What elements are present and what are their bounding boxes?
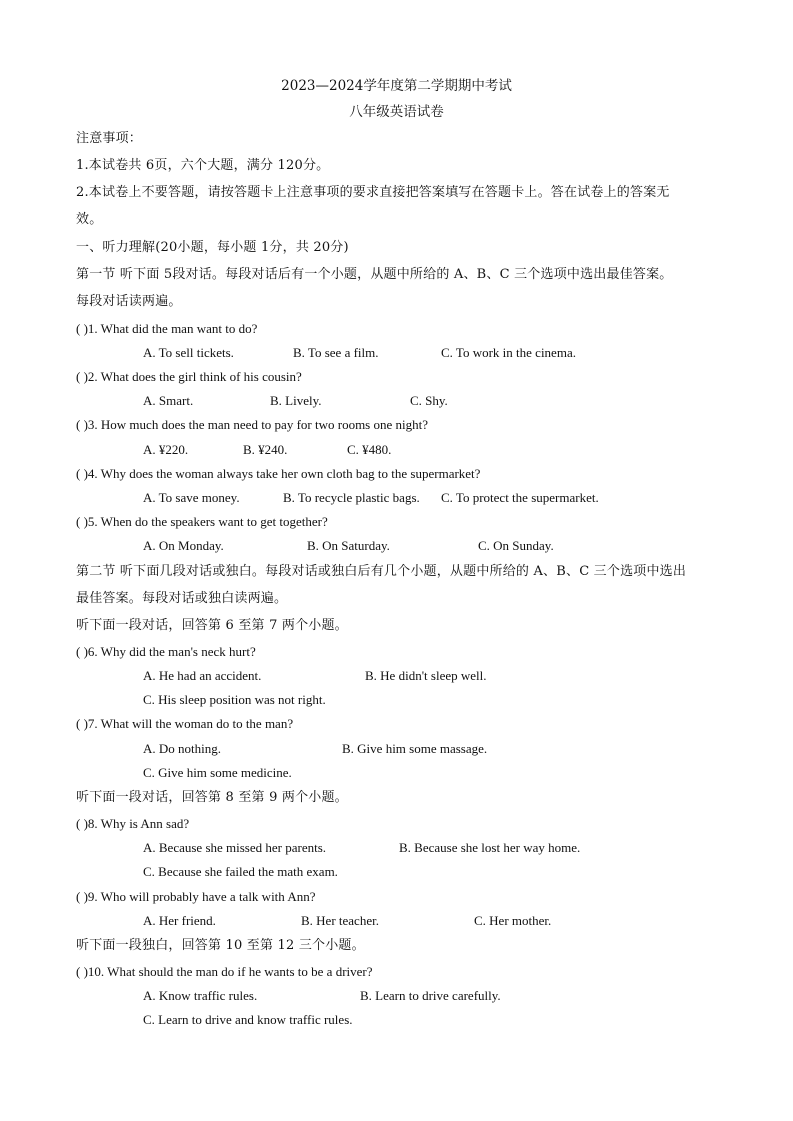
question-7-stem: ( )7. What will the woman do to the man? — [76, 716, 294, 731]
question-10-option-c: C. Learn to drive and know traffic rules. — [143, 1012, 353, 1027]
listen-instruction-10-12: 听下面一段独白，回答第 10 至第 12 三个小题。 — [76, 938, 365, 953]
question-4-option-b: B. To recycle plastic bags. — [283, 490, 420, 505]
listen-instruction-8-9: 听下面一段对话，回答第 8 至第 9 两个小题。 — [76, 790, 348, 805]
question-6-stem: ( )6. Why did the man's neck hurt? — [76, 644, 256, 659]
question-7-option-a: A. Do nothing. — [143, 741, 221, 756]
exam-title: 2023—2024学年度第二学期期中考试 — [281, 78, 512, 94]
question-6-option-c: C. His sleep position was not right. — [143, 692, 326, 707]
question-10-option-b: B. Learn to drive carefully. — [360, 988, 501, 1003]
notes-item-2-line1: 2.本试卷上不要答题，请按答题卡上注意事项的要求直接把答案填写在答题卡上。答在试卷上的答案无 — [76, 185, 670, 200]
question-3-option-a: A. ¥220. — [143, 442, 189, 457]
question-4-option-c: C. To protect the supermarket. — [441, 490, 599, 505]
question-1-option-c: C. To work in the cinema. — [441, 345, 576, 360]
question-2-option-b: B. Lively. — [270, 393, 322, 408]
section1-instructions-line1: 第一节 听下面 5段对话。每段对话后有一个小题，从题中所给的 A、B、C 三个选项中选出最佳答案。 — [76, 267, 673, 282]
question-4-stem: ( )4. Why does the woman always take her own cloth bag to the supermarket? — [76, 466, 481, 481]
question-7-option-b: B. Give him some massage. — [342, 741, 488, 756]
question-9-option-a: A. Her friend. — [143, 913, 216, 928]
question-8-stem: ( )8. Why is Ann sad? — [76, 816, 190, 831]
question-7-option-c: C. Give him some medicine. — [143, 765, 292, 780]
question-9-option-c: C. Her mother. — [474, 913, 552, 928]
notes-heading: 注意事项： — [76, 131, 143, 146]
notes-item-2-line2: 效。 — [76, 212, 103, 227]
question-8-option-a: A. Because she missed her parents. — [143, 840, 327, 855]
question-6-option-b: B. He didn't sleep well. — [365, 668, 487, 683]
question-1-stem: ( )1. What did the man want to do? — [76, 321, 258, 336]
section2-instructions-line1: 第二节 听下面几段对话或独白。每段对话或独白后有几个小题，从题中所给的 A、B、C 三个选项中选出 — [76, 564, 687, 579]
question-8-option-c: C. Because she failed the math exam. — [143, 864, 338, 879]
question-3-option-c: C. ¥480. — [347, 442, 392, 457]
question-1-option-a: A. To sell tickets. — [143, 345, 234, 360]
question-8-option-b: B. Because she lost her way home. — [399, 840, 581, 855]
section2-instructions-line2: 最佳答案。每段对话或独白读两遍。 — [76, 591, 288, 606]
question-2-stem: ( )2. What does the girl think of his cousin? — [76, 369, 302, 384]
listen-instruction-6-7: 听下面一段对话，回答第 6 至第 7 两个小题。 — [76, 618, 348, 633]
question-5-option-a: A. On Monday. — [143, 538, 224, 553]
part1-heading: 一、听力理解(20小题，每小题 1分，共 20分) — [76, 240, 349, 255]
section1-instructions-line2: 每段对话读两遍。 — [76, 294, 182, 309]
question-9-option-b: B. Her teacher. — [301, 913, 379, 928]
question-10-stem: ( )10. What should the man do if he wants to be a driver? — [76, 964, 373, 979]
question-5-stem: ( )5. When do the speakers want to get together? — [76, 514, 328, 529]
question-4-option-a: A. To save money. — [143, 490, 240, 505]
question-6-option-a: A. He had an accident. — [143, 668, 262, 683]
question-2-option-a: A. Smart. — [143, 393, 194, 408]
question-5-option-b: B. On Saturday. — [307, 538, 390, 553]
question-3-option-b: B. ¥240. — [243, 442, 288, 457]
question-3-stem: ( )3. How much does the man need to pay for two rooms one night? — [76, 417, 429, 432]
exam-subtitle: 八年级英语试卷 — [349, 104, 444, 120]
question-9-stem: ( )9. Who will probably have a talk with Ann? — [76, 889, 316, 904]
question-1-option-b: B. To see a film. — [293, 345, 379, 360]
question-10-option-a: A. Know traffic rules. — [143, 988, 258, 1003]
question-5-option-c: C. On Sunday. — [478, 538, 554, 553]
notes-item-1: 1.本试卷共 6页，六个大题，满分 120分。 — [76, 158, 330, 173]
question-2-option-c: C. Shy. — [410, 393, 448, 408]
